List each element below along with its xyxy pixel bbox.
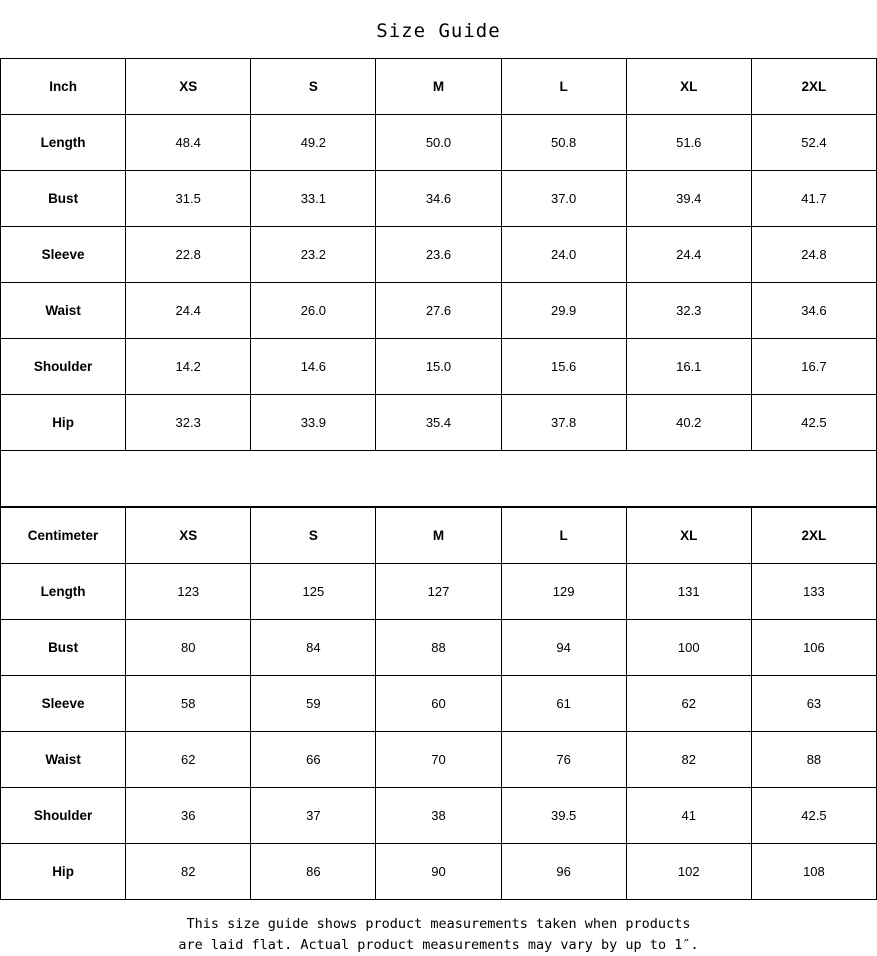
cell-length-m: 127	[376, 564, 501, 620]
cell-shoulder-l: 39.5	[501, 788, 626, 844]
cell-sleeve-xl: 62	[626, 676, 751, 732]
row-label-bust: Bust	[1, 620, 126, 676]
cell-shoulder-xs: 36	[126, 788, 251, 844]
cell-waist-l: 76	[501, 732, 626, 788]
page-title: Size Guide	[376, 20, 501, 42]
cell-bust-l: 37.0	[501, 171, 626, 227]
cell-shoulder-xl: 16.1	[626, 339, 751, 395]
size-header-2xl: 2XL	[751, 59, 876, 115]
cell-sleeve-s: 59	[251, 676, 376, 732]
cell-shoulder-2xl: 16.7	[751, 339, 876, 395]
cell-waist-2xl: 88	[751, 732, 876, 788]
footnote-line-1: This size guide shows product measurements taken when products	[186, 916, 691, 932]
cell-waist-xl: 32.3	[626, 283, 751, 339]
row-label-sleeve: Sleeve	[1, 227, 126, 283]
cell-hip-l: 96	[501, 844, 626, 900]
cell-sleeve-xl: 24.4	[626, 227, 751, 283]
table-separator	[0, 451, 877, 507]
cell-shoulder-s: 37	[251, 788, 376, 844]
cell-hip-2xl: 108	[751, 844, 876, 900]
size-header-m: M	[376, 59, 501, 115]
cell-bust-2xl: 106	[751, 620, 876, 676]
cell-length-m: 50.0	[376, 115, 501, 171]
cell-shoulder-xs: 14.2	[126, 339, 251, 395]
cell-hip-xl: 102	[626, 844, 751, 900]
cell-hip-2xl: 42.5	[751, 395, 876, 451]
cell-shoulder-xl: 41	[626, 788, 751, 844]
cell-shoulder-m: 38	[376, 788, 501, 844]
footnote-line-2: are laid flat. Actual product measurements may vary by up to 1″.	[178, 936, 699, 953]
cell-sleeve-m: 23.6	[376, 227, 501, 283]
cell-shoulder-m: 15.0	[376, 339, 501, 395]
row-label-hip: Hip	[1, 844, 126, 900]
unit-label-inch: Inch	[1, 59, 126, 115]
size-header-xl: XL	[626, 508, 751, 564]
cell-bust-m: 88	[376, 620, 501, 676]
cell-hip-s: 86	[251, 844, 376, 900]
cell-sleeve-xs: 22.8	[126, 227, 251, 283]
cell-bust-l: 94	[501, 620, 626, 676]
cell-waist-s: 66	[251, 732, 376, 788]
row-label-shoulder: Shoulder	[1, 788, 126, 844]
cell-length-l: 50.8	[501, 115, 626, 171]
size-header-l: L	[501, 59, 626, 115]
size-table-centimeter	[0, 507, 877, 900]
cell-sleeve-s: 23.2	[251, 227, 376, 283]
size-header-s: S	[251, 508, 376, 564]
table-row	[1, 171, 877, 227]
cell-hip-l: 37.8	[501, 395, 626, 451]
cell-shoulder-l: 15.6	[501, 339, 626, 395]
size-header-s: S	[251, 59, 376, 115]
row-label-length: Length	[1, 115, 126, 171]
table-row	[1, 844, 877, 900]
cell-length-xs: 123	[126, 564, 251, 620]
row-label-length: Length	[1, 564, 126, 620]
cell-bust-2xl: 41.7	[751, 171, 876, 227]
row-label-sleeve: Sleeve	[1, 676, 126, 732]
table-row	[1, 395, 877, 451]
cell-shoulder-2xl: 42.5	[751, 788, 876, 844]
table-header-row	[1, 508, 877, 564]
cell-waist-xs: 24.4	[126, 283, 251, 339]
cell-length-xs: 48.4	[126, 115, 251, 171]
cell-length-xl: 51.6	[626, 115, 751, 171]
cell-sleeve-2xl: 24.8	[751, 227, 876, 283]
size-header-xs: XS	[126, 508, 251, 564]
cell-length-2xl: 133	[751, 564, 876, 620]
cell-sleeve-2xl: 63	[751, 676, 876, 732]
cell-length-xl: 131	[626, 564, 751, 620]
cell-sleeve-m: 60	[376, 676, 501, 732]
cell-bust-m: 34.6	[376, 171, 501, 227]
size-header-xs: XS	[126, 59, 251, 115]
cell-bust-xl: 39.4	[626, 171, 751, 227]
table-row	[1, 676, 877, 732]
size-header-l: L	[501, 508, 626, 564]
cell-sleeve-l: 61	[501, 676, 626, 732]
row-label-waist: Waist	[1, 732, 126, 788]
cell-waist-2xl: 34.6	[751, 283, 876, 339]
unit-label-centimeter: Centimeter	[1, 508, 126, 564]
cell-hip-xl: 40.2	[626, 395, 751, 451]
cell-shoulder-s: 14.6	[251, 339, 376, 395]
cell-hip-m: 35.4	[376, 395, 501, 451]
table-row	[1, 339, 877, 395]
row-label-bust: Bust	[1, 171, 126, 227]
cell-waist-m: 70	[376, 732, 501, 788]
table-row	[1, 564, 877, 620]
row-label-shoulder: Shoulder	[1, 339, 126, 395]
cell-bust-xs: 31.5	[126, 171, 251, 227]
size-guide-footnote	[0, 900, 877, 956]
cell-hip-m: 90	[376, 844, 501, 900]
table-header-row	[1, 59, 877, 115]
table-row	[1, 788, 877, 844]
cell-waist-xs: 62	[126, 732, 251, 788]
cell-waist-xl: 82	[626, 732, 751, 788]
size-header-2xl: 2XL	[751, 508, 876, 564]
table-row	[1, 732, 877, 788]
table-row	[1, 115, 877, 171]
cell-bust-s: 33.1	[251, 171, 376, 227]
table-row	[1, 227, 877, 283]
cell-hip-xs: 32.3	[126, 395, 251, 451]
cell-sleeve-xs: 58	[126, 676, 251, 732]
size-table-inch	[0, 58, 877, 451]
size-header-m: M	[376, 508, 501, 564]
cell-waist-s: 26.0	[251, 283, 376, 339]
size-header-xl: XL	[626, 59, 751, 115]
cell-bust-xl: 100	[626, 620, 751, 676]
cell-hip-xs: 82	[126, 844, 251, 900]
table-row	[1, 283, 877, 339]
cell-waist-l: 29.9	[501, 283, 626, 339]
row-label-waist: Waist	[1, 283, 126, 339]
cell-length-2xl: 52.4	[751, 115, 876, 171]
row-label-hip: Hip	[1, 395, 126, 451]
cell-waist-m: 27.6	[376, 283, 501, 339]
cell-length-s: 125	[251, 564, 376, 620]
cell-length-s: 49.2	[251, 115, 376, 171]
cell-sleeve-l: 24.0	[501, 227, 626, 283]
cell-bust-s: 84	[251, 620, 376, 676]
table-row	[1, 620, 877, 676]
cell-length-l: 129	[501, 564, 626, 620]
cell-hip-s: 33.9	[251, 395, 376, 451]
cell-bust-xs: 80	[126, 620, 251, 676]
